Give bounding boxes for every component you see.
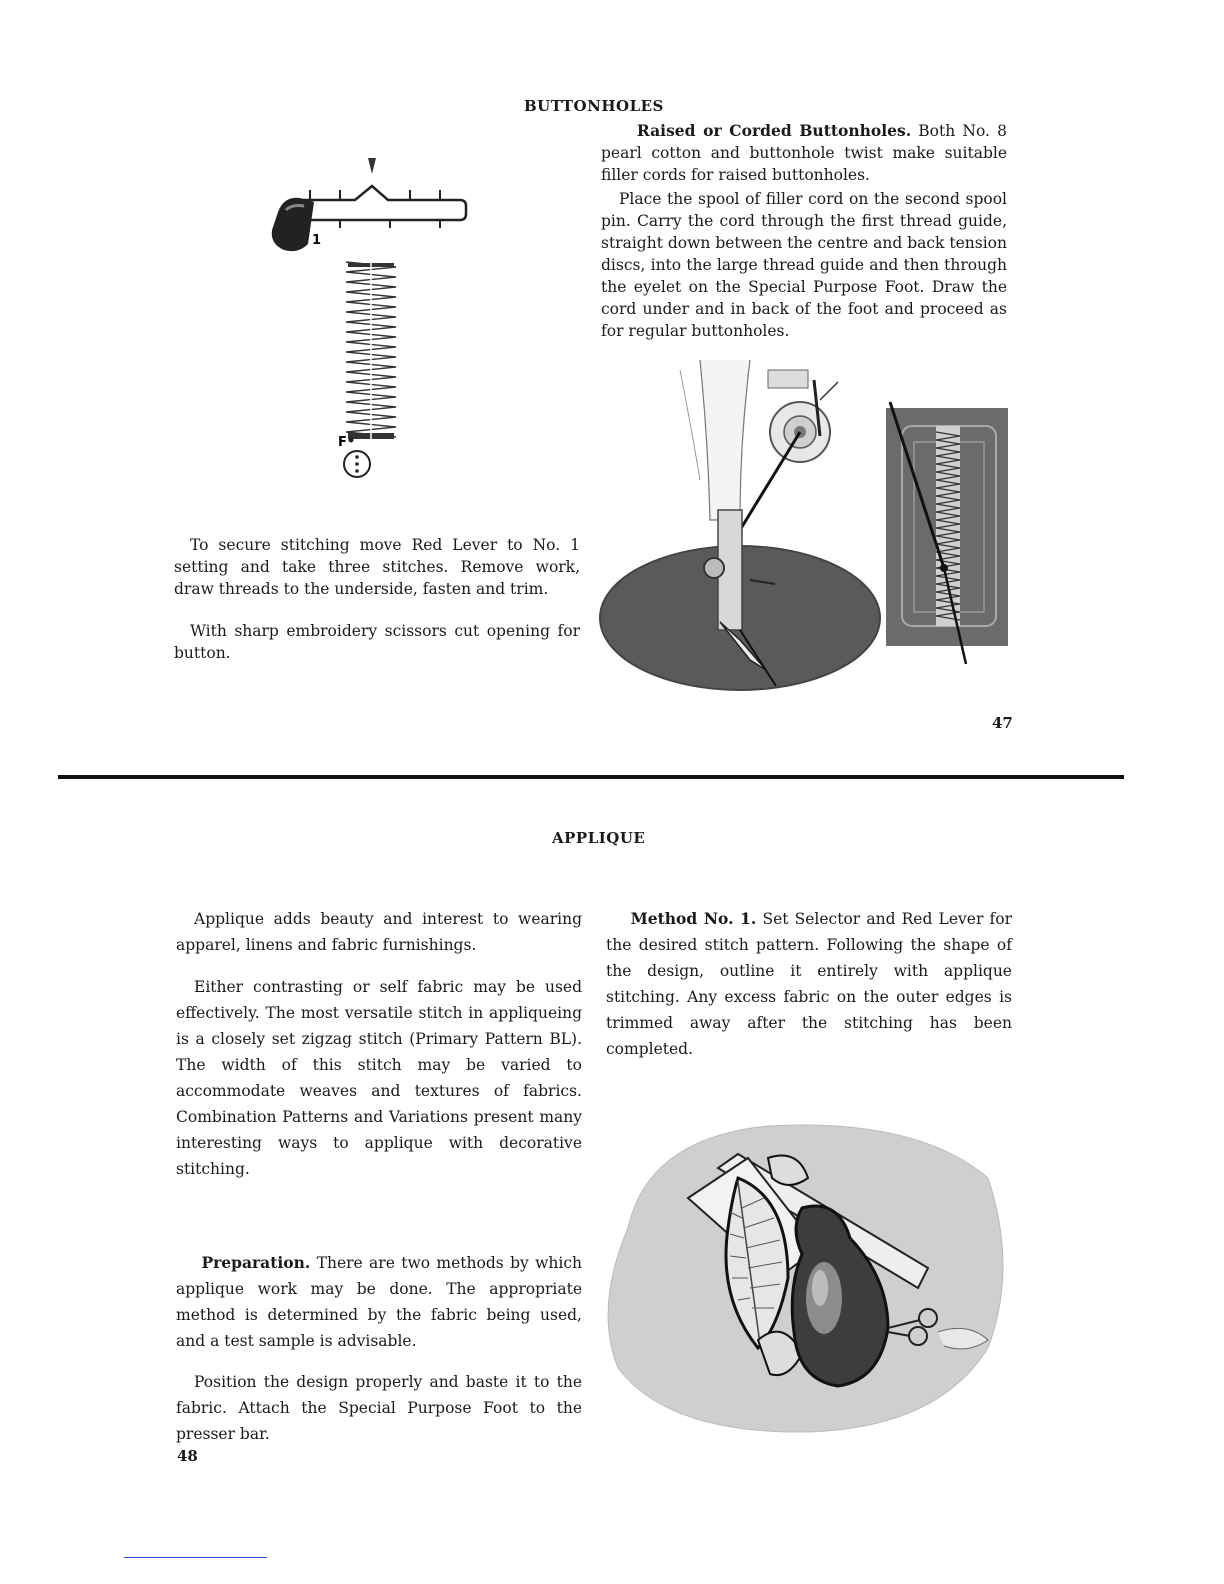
- applique-pear-illustration: [588, 1118, 1018, 1438]
- applique-intro-paragraph: Applique adds beauty and interest to wearing apparel, linens and fabric furnishings.: [176, 910, 582, 954]
- raised-title: Raised or Corded Buttonholes.: [636, 121, 912, 140]
- cut-opening-paragraph: With sharp embroidery scissors cut opening for button.: [174, 622, 580, 662]
- foot-letter-label: F: [338, 435, 347, 450]
- zigzag-stitch-column: [346, 262, 396, 440]
- method-one-paragraph: [606, 906, 1012, 1062]
- buttonhole-closeup-photo: [884, 402, 1010, 670]
- applique-heading: APPLIQUE: [552, 829, 646, 847]
- preparation-title: Preparation.: [201, 1253, 311, 1272]
- sewing-machine-illustration: [590, 360, 880, 696]
- secure-stitching-paragraph: To secure stitching move Red Lever to No. 1 setting and take three stitches. Remove work, draw threads to the underside, fasten and trim.: [174, 536, 580, 598]
- page-number-47: 47: [992, 714, 1013, 732]
- raised-buttonholes-paragraph: [601, 120, 1007, 186]
- method-one-title: Method No. 1.: [630, 909, 757, 928]
- buttonholes-heading: BUTTONHOLES: [524, 97, 664, 115]
- lever-number-label: 1: [312, 233, 322, 248]
- preparation-body: There are two methods by which applique work may be done. The appropriate method is determined by the fabric being used, and a test sample is advisable.: [176, 1254, 582, 1350]
- lever-dial-diagram: [260, 150, 480, 490]
- method-one-body: Set Selector and Red Lever for the desired stitch pattern. Following the shape of the design, outline it entirely with applique stitching. Any excess fabric on the outer edges is trimmed away after the stitching has been completed.: [606, 910, 1012, 1058]
- position-design-paragraph: Position the design properly and baste it to the fabric. Attach the Special Purpose Foot to the presser bar.: [176, 1373, 582, 1443]
- raised-body: Both No. 8 pearl cotton and buttonhole twist make suitable filler cords for raised buttonholes.: [601, 122, 1007, 184]
- footer-underline: [124, 1557, 267, 1558]
- filler-cord-paragraph: Place the spool of filler cord on the second spool pin. Carry the cord through the first thread guide, straight down between the centre and back tension discs, into the large thread guide and then through the eyelet on the Special Purpose Foot. Draw the cord under and in back of the foot and proceed as for regular buttonholes.: [601, 190, 1007, 340]
- dot-dial-icon: [344, 451, 370, 477]
- page-divider-rule: [58, 775, 1124, 779]
- preparation-paragraph: [176, 1250, 582, 1354]
- contrasting-fabric-paragraph: Either contrasting or self fabric may be used effectively. The most versatile stitch in appliqueing is a closely set zigzag stitch (Primary Pattern BL). The width of this stitch may be varied to accommodate weaves and textures of fabrics. Combination Patterns and Variations present many interesting ways to applique with decorative stitching.: [176, 978, 582, 1178]
- page-number-48: 48: [177, 1447, 198, 1465]
